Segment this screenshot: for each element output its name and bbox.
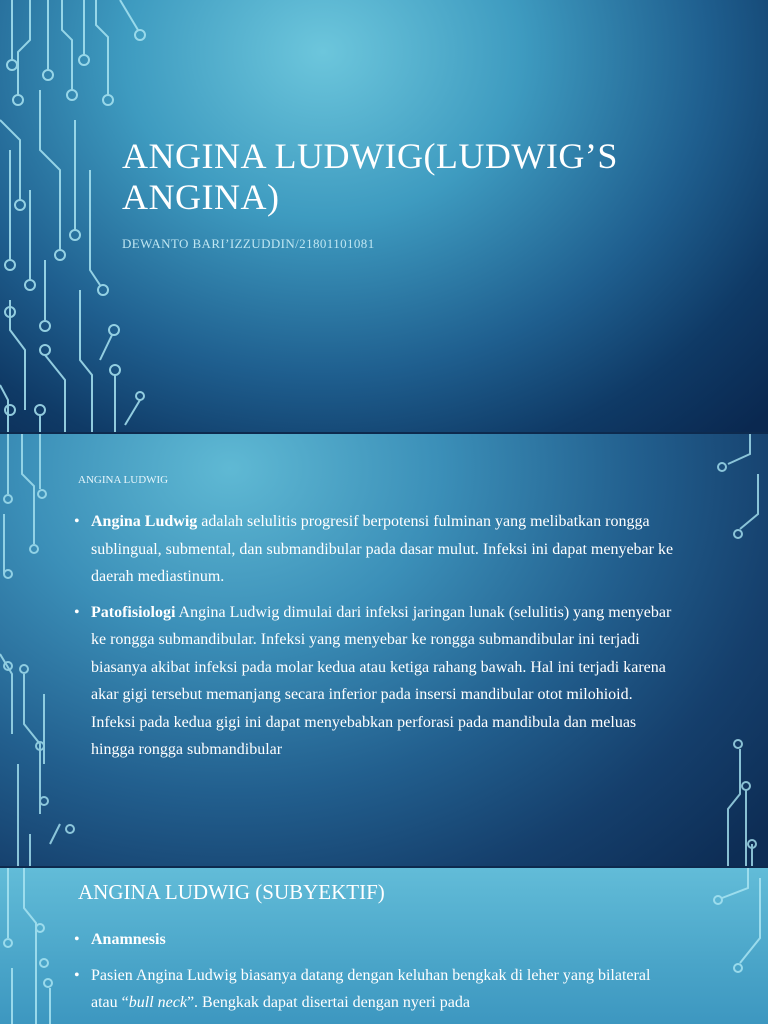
slide-header: ANGINA LUDWIG (SUBYEKTIF) [78,880,385,904]
list-item [74,599,674,764]
bullet-term: Anamnesis [91,931,166,948]
list-item [74,926,674,954]
circuit-decoration-left [0,434,80,866]
circuit-decoration-right [688,434,768,866]
circuit-decoration-left [0,868,80,1024]
title-slide [0,0,768,432]
bullet-body: Angina Ludwig dimulai dari infeksi jaringan lunak (selulitis) yang menyebar ke rongga submandibular. Infeksi yang menyebar ke rongga submandibular ini terjadi biasanya akibat infeksi pada molar kedua atau ketiga rahang bawah. Hal ini terjadi karena akar gigi tersebut memanjang secara inferior pada insersi mandibular otot milohioid. Infeksi pada kedua gigi ini dapat menyebabkan perforasi pada mandibula dan meluas hingga rongga submandibular [91,603,672,758]
list-item [74,962,674,1017]
bullet-icon: • [74,931,80,948]
list-item [74,508,674,591]
slide-subtitle: DEWANTO BARI’IZZUDDIN/21801101081 [122,236,375,251]
circuit-decoration-right [688,868,768,1024]
slide-title: ANGINA LUDWIG(LUDWIG’S ANGINA) [122,136,618,217]
content-slide-subjective [0,868,768,1024]
bullet-list [74,508,674,772]
bullet-body-end: ”. Bengkak dapat disertai dengan nyeri pada [186,994,470,1011]
content-slide-definition [0,434,768,866]
bullet-icon: • [74,966,80,984]
bullet-body: adalah selulitis progresif berpotensi fulminan yang melibatkan rongga sublingual, submental, dan submandibular pada dasar mulut. Infeksi ini dapat menyebar ke daerah mediastinum. [91,513,674,585]
bullet-term: Angina Ludwig [91,513,198,530]
bullet-icon: • [74,603,80,621]
bullet-icon: • [74,513,80,530]
bullet-italic-term: bull neck [128,994,187,1011]
bullet-body-start: Pasien Angina Ludwig biasanya datang dengan keluhan bengkak di leher yang bilateral atau “ [91,966,651,1011]
bullet-term: Patofisiologi [91,603,176,621]
slide-header: ANGINA LUDWIG [78,474,169,486]
bullet-list [74,926,674,1024]
